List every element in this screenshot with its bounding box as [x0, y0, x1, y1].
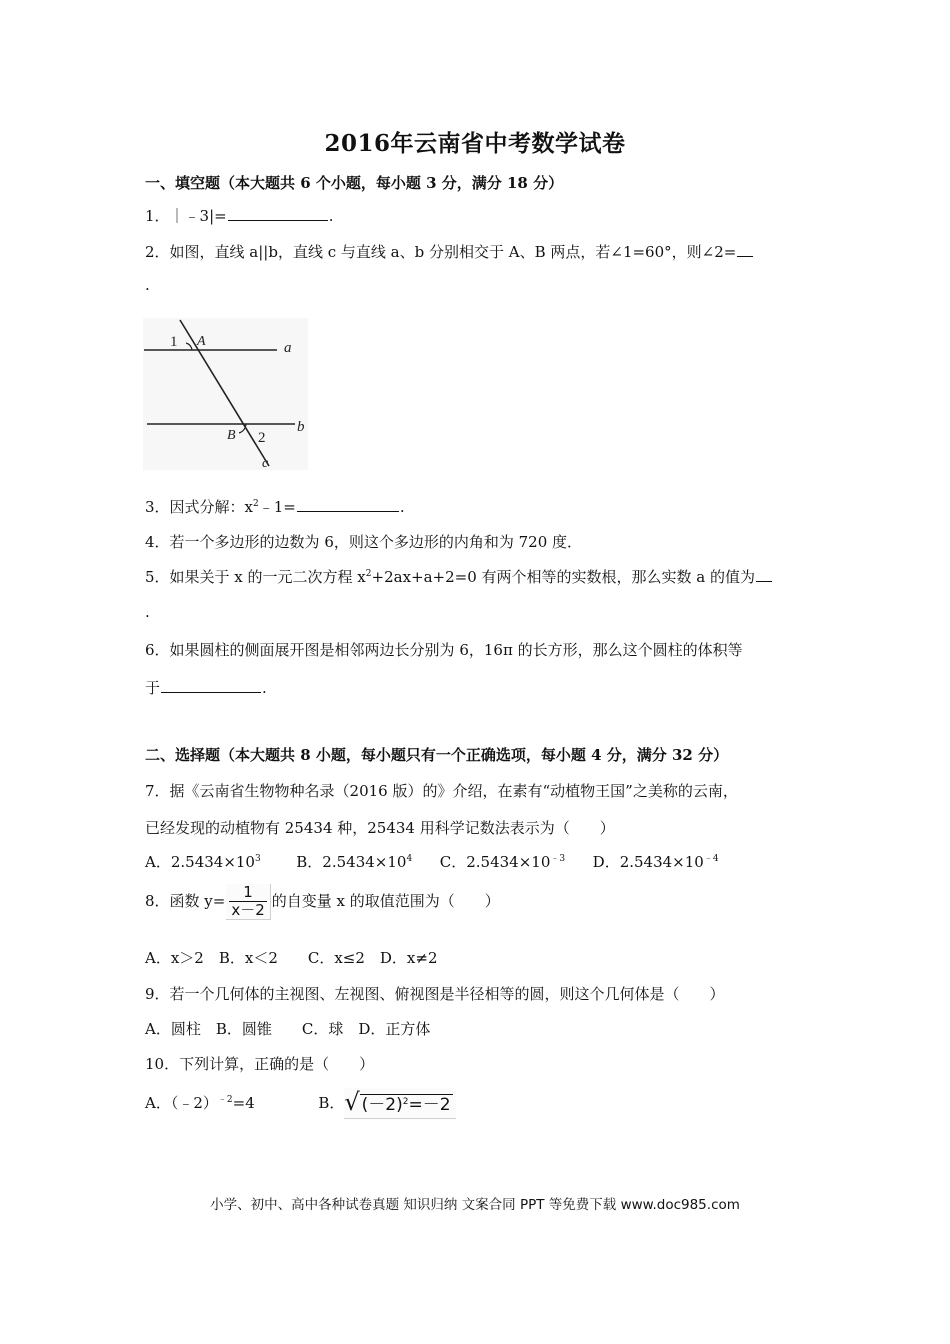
question-8: [145, 884, 500, 920]
question-3-text-b: ﹣1=: [258, 498, 296, 516]
question-5-exponent: 2: [365, 569, 372, 579]
question-9: 9．若一个几何体的主视图、左视图、俯视图是半径相等的圆，则这个几何体是（ ）: [145, 985, 725, 1003]
parallel-lines-figure: [143, 318, 308, 470]
option-7a-exponent: 3: [254, 854, 261, 864]
option-7a: [145, 853, 261, 871]
question-8-text-b: 的自变量 x 的取值范围为（ ）: [271, 892, 500, 910]
answer-blank: [228, 219, 328, 221]
question-5-text-b: +2ax+a+2=0 有两个相等的实数根，那么实数 a 的值为: [371, 568, 756, 586]
option-7c-exponent: ﹣3: [550, 854, 566, 864]
option-7a-text: A．2.5434×10: [145, 853, 255, 871]
option-7b-text: B．2.5434×10: [296, 853, 407, 871]
question-7-continued: 已经发现的动植物有 25434 种，25434 用科学记数法表示为（ ）: [145, 819, 615, 837]
option-7d-text: D．2.5434×10: [592, 853, 704, 871]
fraction-image: [226, 884, 270, 920]
question-2-end: .: [145, 276, 150, 294]
question-1-end: .: [328, 207, 334, 225]
fraction-denominator: x－2: [231, 901, 265, 919]
option-7b-exponent: 4: [406, 854, 413, 864]
option-10b-text: B．: [318, 1093, 345, 1112]
question-3: [145, 496, 405, 517]
option-7c: [440, 853, 565, 871]
label-c: c: [262, 456, 269, 470]
question-3-text: 3．因式分解：x: [145, 498, 254, 516]
footer-text: 小学、初中、高中各种试卷真题 知识归纳 文案合同 PPT 等免费下载 www.doc985.com: [210, 1197, 740, 1213]
option-7b: [296, 853, 412, 871]
label-A: A: [197, 334, 206, 349]
radical-result: =－2: [408, 1095, 451, 1115]
radical-image: [344, 1088, 455, 1119]
question-8-options: A．x＞2 B．x＜2 C．x≤2 D．x≠2: [145, 949, 438, 967]
page-title: 2016年云南省中考数学试卷: [324, 130, 626, 157]
question-6-continued: [145, 677, 267, 698]
question-5: [145, 566, 773, 587]
option-7d-exponent: ﹣4: [703, 854, 719, 864]
question-6-end: .: [262, 679, 267, 697]
question-3-end: .: [399, 498, 405, 516]
radical-body: [360, 1094, 453, 1115]
question-1-text: 1．｜﹣3|=: [145, 207, 227, 225]
radical-exponent: 2: [402, 1097, 409, 1107]
question-6: 6．如果圆柱的侧面展开图是相邻两边长分别为 6，16π 的长方形，那么这个圆柱的体积等: [145, 641, 743, 659]
section-fill-in-heading: 一、填空题（本大题共 6 个小题，每小题 3 分，满分 18 分）: [145, 174, 564, 192]
question-9-options: A．圆柱 B．圆锥 C．球 D．正方体: [145, 1020, 431, 1038]
answer-blank: [756, 580, 772, 582]
option-7c-text: C．2.5434×10: [439, 853, 551, 871]
question-5-text: 5．如果关于 x 的一元二次方程 x: [145, 568, 366, 586]
label-a: a: [284, 340, 292, 356]
answer-blank: [737, 255, 753, 257]
label-B: B: [227, 428, 236, 443]
question-2-text: 2．如图，直线 a||b，直线 c 与直线 a、b 分别相交于 A、B 两点，若∠1=60°，则∠2=: [145, 243, 737, 261]
section-choice-heading: 二、选择题（本大题共 8 小题，每小题只有一个正确选项，每小题 4 分，满分 32 分）: [145, 746, 729, 764]
option-10a-exponent: ﹣2: [217, 1094, 233, 1105]
question-8-text: 8．函数 y=: [145, 892, 226, 910]
question-3-exponent: 2: [253, 499, 259, 509]
answer-blank: [297, 510, 399, 512]
option-10a-result: =4: [232, 1093, 255, 1112]
answer-blank: [161, 691, 261, 693]
question-6-text-b: 于: [145, 679, 161, 697]
option-10a: [145, 1094, 255, 1112]
question-1: [145, 205, 334, 226]
option-7d: [593, 853, 719, 871]
question-5-end: .: [145, 603, 150, 621]
option-10a-text: A．（﹣2）: [145, 1093, 218, 1112]
label-2: 2: [258, 430, 266, 446]
question-10: 10．下列计算，正确的是（ ）: [145, 1055, 375, 1073]
question-4: 4．若一个多边形的边数为 6，则这个多边形的内角和为 720 度．: [145, 533, 583, 551]
question-10-options: [145, 1088, 456, 1119]
question-7-options: [145, 851, 719, 872]
question-2: [145, 241, 754, 262]
label-1: 1: [170, 334, 178, 350]
radical-base: (－2): [361, 1095, 403, 1115]
option-10b: [318, 1088, 455, 1116]
square-root-icon: √: [344, 1088, 360, 1116]
question-7: 7．据《云南省生物物种名录（2016 版）的》介绍，在素有“动植物王国”之美称的云南，: [145, 782, 738, 800]
fraction-numerator: 1: [229, 884, 266, 902]
label-b: b: [297, 419, 305, 435]
